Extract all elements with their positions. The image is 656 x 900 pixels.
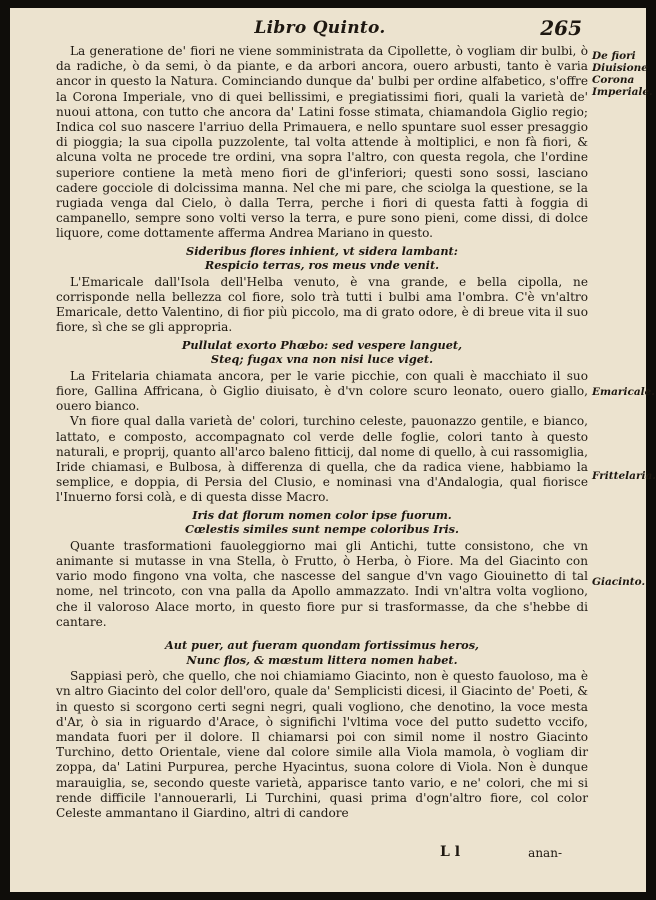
paragraph-giacinto-continued: Sappiasi però, che quello, che noi chiamiamo Giacinto, non è questo fauoloso, ma è vn altro Giacinto del color dell'oro, quale da' Semplicisti dicesi, il Giacinto de' Poeti, & in questo si scorgono certi segni negri, quali vogliono, che denotino, la voce mesta d'Ar, ò sia in riguardo d'Arace, ò significhi l'vltima voce del putto sudetto vccifo, mandata fuori per il dolore. Il chiamarsi poi con simil nome il nostro Giacinto Turchino, detto Orientale, viene dal colore simile alla Viola mamola, ò vogliam dir zoppa, da' Latini Purpurea, perche Hyacintus, suona colore di Viola. Non è dunque marauiglia, se, secondo queste varietà, apparisce tanto vario, e ne' colori, che mi si rende difficile l'annouerarli, Li Turchini, quasi prima d'ogn'altro fiore, col color Celeste ammantano il Giardino, altri di candore [56, 669, 588, 821]
verse-line: Nunc flos, & mœstum littera nomen habet. [186, 652, 458, 667]
verse-line: Cœlestis similes sunt nempe coloribus Iris. [185, 522, 459, 537]
page-footer [10, 844, 646, 868]
margin-note-frittelaria: Frittelaria. [592, 470, 656, 482]
paragraph-frittelaria: La Fritelaria chiamata ancora, per le varie picchie, con quali è macchiato il suo fiore, Gallina Affricana, ò Giglio diuisato, è d'vn colore scuro leonato, ouero giallo, ouero bianco. [56, 368, 588, 414]
latin-verse-2 [56, 338, 588, 367]
paragraph-corona-imperiale: La generatione de' fiori ne viene somministrata da Cipollette, ò vogliam dir bulbi, ò da radiche, ò da semi, ò da piante, e da arbori ancora, ouero arbusti, tanto è varia ancor in questo la Natura. Cominciando dunque da' bulbi per ordine alfabetico, s'offre la Corona Imperiale, vno di quei bellissimi, e pregiatissimi fiori, quali la varietà de' nuoui attona, con tutto che ancora da' Latini fosse stimata, chiamandola Giglio regio; Indica col suo nascere l'arriuo della Primauera, e nello spuntare suol esser presaggio di pioggia; la sua cipolla puzzolente, tal volta attende à moltiplici, e non fà fiori, & alcuna volta ne procede tre ordini, vna sopra l'altro, con questa regola, che l'ordine superiore contiene la metà meno fiori de gl'inferiori; questi sono sossi, lasciano cadere gocciole di dolcissima manna. Nel che mi pare, che sciolga la questione, se la rugiada venga dal Cielo, ò dalla Terra, perche i fiori di questa fatti à foggia di campanello, sempre sono volti verso la terra, e pure sono pieni, come dissi, di dolce liquore, come dottamente afferma Andrea Mariano in questo. [56, 44, 588, 241]
signature-mark: L l [440, 844, 461, 860]
paragraph-iride: Vn fiore qual dalla varietà de' colori, turchino celeste, pauonazzo gentile, e bianco, lattato, e composto, accompagnato col verde delle foglie, colori tanto à questo naturali, e proprij, quanto all'arco baleno fitticij, dal nome di quello, à cui rassomiglia, Iride chiamasi, e Bulbosa, à differenza di quella, che da radica viene, habbiamo la semplice, e doppia, di Persia del Clusio, e nominasi vna d'Andalogia, qual fiorisce l'Inuerno forsi colà, e di questa disse Macro. [56, 414, 588, 505]
latin-verse-1 [56, 244, 588, 273]
latin-verse-4 [56, 638, 588, 667]
verse-line: Pullulat exorto Phœbo: sed vespere languet, [181, 337, 463, 352]
margin-note-emaricale: Emaricale. [592, 386, 655, 398]
latin-verse-3 [56, 508, 588, 537]
running-title: Libro Quinto. [254, 18, 386, 38]
paragraph-emaricale: L'Emaricale dall'Isola dell'Helba venuto, è vna grande, e bella cipolla, ne corrisponde nella bellezza col fiore, solo trà tutti i bulbi ama l'ombra. C'è vn'altro Emaricale, detto Valentino, di fior più piccolo, ma di grato odore, è di breue vita il suo fiore, sì che se gli appropria. [56, 274, 588, 335]
verse-line: Iris dat florum nomen color ipse fuorum. [192, 507, 452, 522]
verse-line: Aut puer, aut fueram quondam fortissimus heros, [164, 638, 479, 653]
verse-line: Respicio terras, ros meus vnde venit. [204, 258, 440, 273]
main-text [56, 44, 588, 821]
page-header [10, 16, 646, 42]
margin-note-corona: De fiori Diuisione Corona Imperiale. [592, 50, 653, 98]
page-number: 265 [540, 16, 582, 40]
verse-line: Steq; fugax vna non nisi luce viget. [210, 352, 434, 367]
paragraph-giacinto: Quante trasformationi fauoleggiorno mai gli Antichi, tutte consistono, che vn animante si mutasse in vna Stella, ò Frutto, ò Herba, ò Fiore. Ma del Giacinto con vario modo fingono vna volta, che nascesse del sangue d'vn vago Giouinetto di tal nome, nel trincoto, con vna palla da Apollo ammazzato. Indi vn'altra volta vogliono, che il valoroso Alace morto, in questo fiore pur si trasformasse, da che s'hebbe di cantare. [56, 538, 588, 629]
margin-note-giacinto: Giacinto. [592, 576, 646, 588]
book-page [10, 8, 656, 892]
catchword: anan- [528, 846, 562, 860]
verse-line: Sideribus flores inhient, vt sidera lambant: [186, 243, 458, 258]
